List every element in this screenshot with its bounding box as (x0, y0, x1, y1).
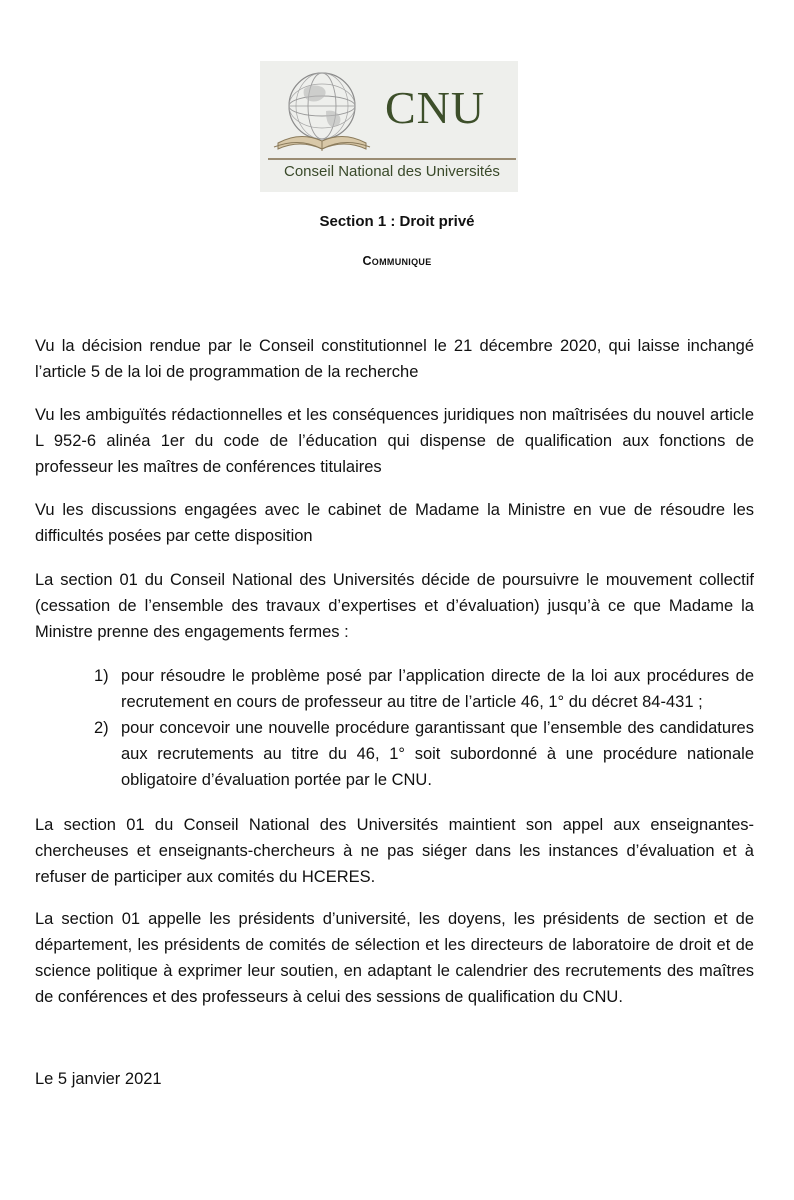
paragraph-6: La section 01 appelle les présidents d’université, les doyens, les présidents de section et de département, les présidents de comités de sélection et les directeurs de laboratoire de droit et de science politique à exprimer leur soutien, en adaptant le calendrier des recrutements des maîtres de conférences et des professeurs à celui des sessions de qualification du CNU. (35, 910, 754, 1006)
communique-heading: Communique (362, 254, 432, 268)
logo-full-name: Conseil National des Universités (284, 163, 500, 180)
list-number: 1) (94, 667, 109, 685)
paragraph-3: Vu les discussions engagées avec le cabinet de Madame la Ministre en vue de résoudre les difficultés posées par cette disposition (35, 501, 754, 545)
list-text: pour concevoir une nouvelle procédure garantissant que l’ensemble des candidatures aux recrutements au titre du 46, 1° soit subordonné à une procédure nationale obligatoire d’évaluation portée par le CNU. (121, 719, 754, 789)
section-title: Section 1 : Droit privé (319, 213, 475, 230)
list-text: pour résoudre le problème posé par l’application directe de la loi aux procédures de recrutement en cours de professeur au titre de l’article 46, 1° du décret 84-431 ; (121, 667, 754, 711)
cnu-logo (260, 61, 518, 192)
paragraph-4: La section 01 du Conseil National des Universités décide de poursuivre le mouvement collectif (cessation de l’ensemble des travaux d’expertises et d’évaluation) jusqu’à ce que Madame la Ministre prenne des engagements fermes : (35, 571, 754, 641)
list-item-1 (94, 663, 754, 715)
logo-divider (268, 158, 516, 160)
list-item-2 (94, 715, 754, 793)
list-number: 2) (94, 719, 109, 737)
paragraph-2: Vu les ambiguïtés rédactionnelles et les conséquences juridiques non maîtrisées du nouvel article L 952-6 alinéa 1er du code de l’éducation qui dispense de qualification aux fonctions de professeur les maîtres de conférences titulaires (35, 406, 754, 476)
date-line: Le 5 janvier 2021 (35, 1070, 162, 1088)
paragraph-1: Vu la décision rendue par le Conseil constitutionnel le 21 décembre 2020, qui laisse inchangé l’article 5 de la loi de programmation de la recherche (35, 337, 754, 381)
paragraph-5: La section 01 du Conseil National des Universités maintient son appel aux enseignantes-chercheuses et enseignants-chercheurs à ne pas siéger dans les instances d’évaluation et à refuser de participer aux comités du HCERES. (35, 816, 754, 886)
logo-acronym: CNU (385, 82, 486, 133)
